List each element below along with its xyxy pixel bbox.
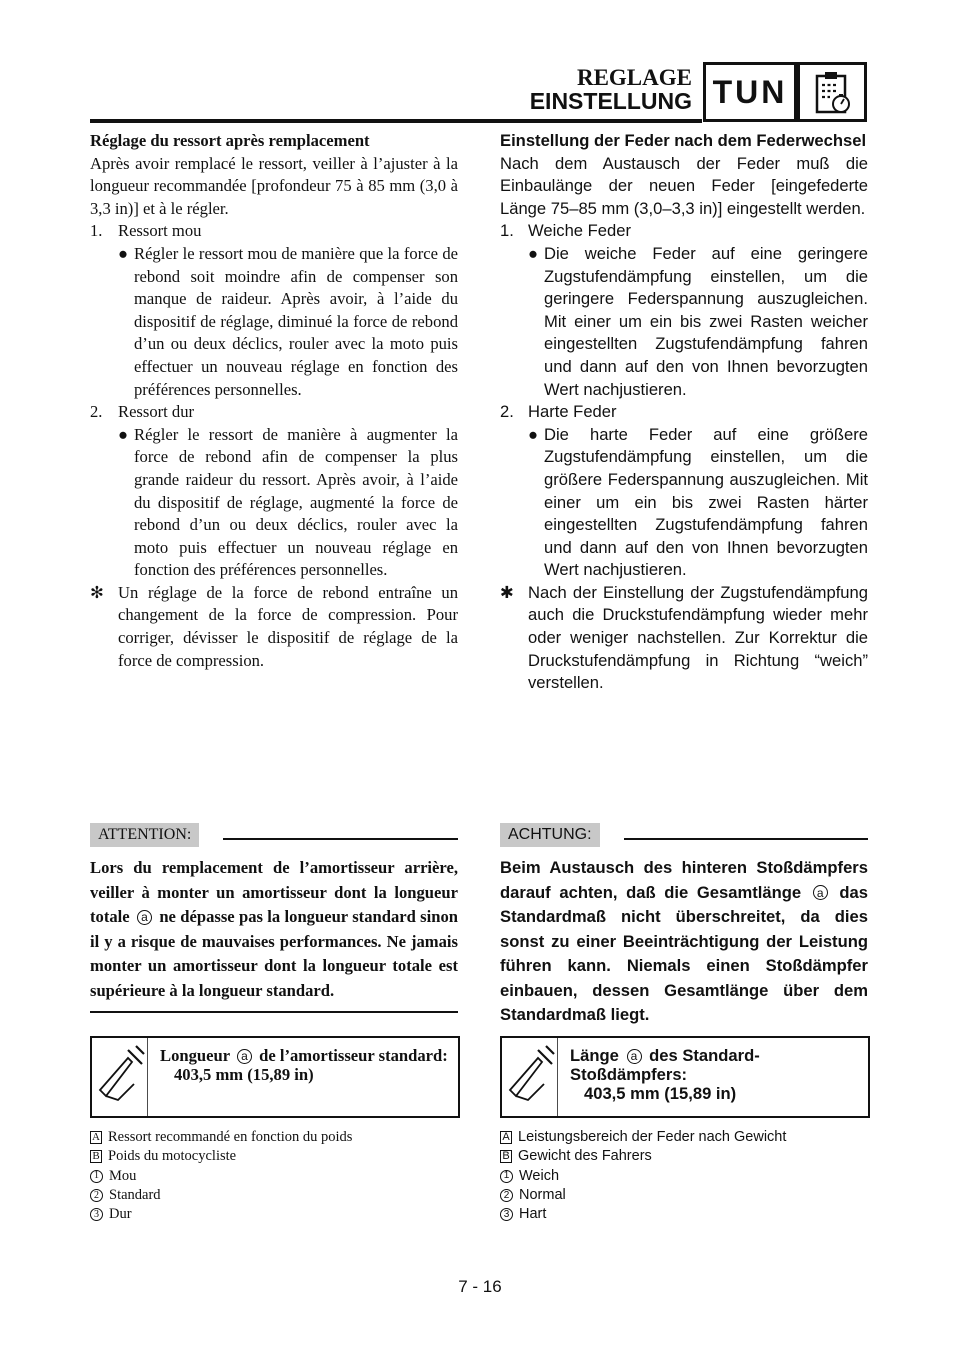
spec-text	[160, 1046, 450, 1084]
legend-item	[500, 1167, 786, 1186]
legend-text: Weich	[519, 1167, 560, 1184]
bullet-text: Die weiche Feder auf eine geringere Zugstufendämpfung einstellen, um die geringere Federspannung auszugleichen. Mit einer um ein bis zwei Rasten weicher eingestellten Zugstufendämpfung fahren und dann auf den von Ihnen bevorzugten Wert nachjustieren.	[544, 243, 868, 399]
spec-label	[160, 1046, 450, 1065]
legend-item	[500, 1147, 786, 1166]
spec-label-pre: Longueur	[160, 1046, 230, 1065]
caliper-icon	[92, 1038, 148, 1116]
callout-a-icon: a	[137, 910, 152, 925]
legend-text: Standard	[109, 1186, 161, 1203]
legend-text: Ressort recommandé en fonction du poids	[108, 1129, 353, 1145]
left-heading: Réglage du ressort après remplacement	[90, 131, 370, 150]
spec-label-post: de l’amortisseur standard:	[259, 1046, 448, 1065]
attention-text-pre: Lors du remplacement de l’amortisseur arrière, veiller à monter un amortisseur dont la longueur totale	[90, 858, 458, 926]
legend-key: 3	[500, 1208, 513, 1221]
page-number: 7 - 16	[458, 1277, 502, 1296]
item-number: 1.	[500, 221, 514, 241]
legend-de	[500, 1128, 786, 1224]
attention-label: ACHTUNG:	[500, 823, 600, 847]
note-text: Nach der Einstellung der Zugstufendämpfung auch die Druckstufendämpfung wieder mehr oder weniger nachstellen. Zur Korrektur die Druckstufendämpfung in Richtung “weich” verstellen.	[528, 582, 868, 693]
bullet-text: Régler le ressort de manière à augmenter la force de rebond afin de compenser la plus grande raideur du ressort. Après avoir, à l’aide du dispositif de réglage, augmenté la force de rebond d’un ou deux déclics, rouler avec la moto puis effectuer un nouveau réglage en fonction des préférences personnelles.	[134, 424, 458, 580]
legend-item	[500, 1205, 786, 1224]
item-number: 2.	[500, 402, 514, 422]
attention-label: ATTENTION:	[90, 823, 199, 847]
right-column	[500, 130, 868, 695]
left-item-1	[90, 220, 458, 243]
legend-item	[500, 1186, 786, 1205]
legend-text: Dur	[109, 1206, 132, 1223]
legend-text: Poids du motocycliste	[108, 1148, 237, 1165]
attention-block-de	[500, 822, 868, 1038]
right-note	[500, 582, 868, 695]
header-title-fr: REGLAGE	[576, 65, 692, 90]
attention-text	[500, 856, 868, 1028]
item-number: 1.	[90, 221, 103, 241]
legend-item	[90, 1167, 352, 1186]
bullet-icon: ●	[528, 424, 539, 444]
callout-a-icon: a	[813, 885, 828, 900]
right-item-2	[500, 401, 868, 424]
legend-item	[500, 1128, 786, 1147]
bullet-icon: ●	[118, 424, 129, 444]
item-title: Harte Feder	[528, 402, 617, 422]
legend-key: A	[500, 1131, 512, 1144]
right-intro: Nach dem Austausch der Feder muß die Einbaulänge der neuen Feder [eingefederte Länge 75–85 mm (3,0–3,3 in)] eingestellt werden.	[500, 153, 868, 218]
attention-head	[500, 822, 868, 848]
item-number: 2.	[90, 402, 103, 422]
left-item-1-bullet	[90, 243, 458, 401]
attention-rule	[223, 838, 458, 840]
legend-text: Normal	[519, 1186, 566, 1203]
right-item-2-bullet	[500, 424, 868, 582]
asterisk-icon: ✻	[90, 582, 104, 602]
item-title: Ressort dur	[118, 402, 195, 422]
attention-block-fr	[90, 822, 458, 1013]
note-text: Un réglage de la force de rebond entraîne un changement de la force de compression. Pour corriger, dévisser le dispositif de réglage de la force de compression.	[118, 582, 458, 670]
spec-label-pre: Länge	[570, 1046, 619, 1065]
left-item-2	[90, 401, 458, 424]
left-item-2-bullet	[90, 424, 458, 582]
header-rule	[90, 119, 702, 123]
left-column	[90, 130, 458, 672]
right-item-1	[500, 220, 868, 243]
legend-fr	[90, 1128, 352, 1224]
bullet-text: Régler le ressort mou de manière que la force de rebond soit moindre afin de compenser son manque de raideur. Après avoir, à l’aide du dispositif de réglage, diminué la force de rebond d’un ou deux déclics, rouler avec la moto puis effectuer un nouveau réglage en fonction des préférences personnelles.	[134, 243, 458, 399]
bullet-icon: ●	[118, 243, 129, 263]
bullet-text: Die harte Feder auf eine größere Zugstufendämpfung einstellen, um die größere Federspannung auszugleichen. Mit einer um ein bis zwei Rasten härter eingestellten Zugstufendämpfung fahren und dann auf den von Ihnen bevorzugten Wert nachjustieren.	[544, 424, 868, 580]
spec-box-fr	[90, 1036, 460, 1118]
legend-key: 1	[500, 1170, 513, 1183]
attention-text	[90, 856, 458, 1003]
legend-item	[90, 1205, 352, 1224]
right-heading: Einstellung der Feder nach dem Federwechsel	[500, 131, 867, 150]
legend-key: 2	[90, 1189, 103, 1202]
right-item-1-bullet	[500, 243, 868, 401]
legend-text: Hart	[519, 1206, 547, 1223]
spec-box-de	[500, 1036, 870, 1118]
legend-item	[90, 1147, 352, 1166]
item-title: Weiche Feder	[528, 221, 631, 241]
spec-value: 403,5 mm (15,89 in)	[174, 1065, 314, 1084]
legend-key: A	[90, 1131, 102, 1144]
section-code: TUN	[712, 73, 788, 110]
attention-text-pre: Beim Austausch des hinteren Stoßdämpfers darauf achten, daß die Gesamtlänge	[500, 858, 868, 902]
spec-label	[570, 1046, 860, 1084]
caliper-icon	[502, 1038, 558, 1116]
attention-end-rule	[90, 1011, 458, 1013]
asterisk-icon: ✱	[500, 582, 514, 602]
legend-item	[90, 1186, 352, 1205]
bullet-icon: ●	[528, 243, 539, 263]
attention-text-post: ne dépasse pas la longueur standard sinon il y a risque de mauvaises performances. Ne jamais monter un amortisseur dont la longueur totale est supérieure à la longueur standard.	[90, 907, 458, 1000]
legend-text: Mou	[109, 1167, 137, 1184]
legend-text: Gewicht des Fahrers	[518, 1148, 652, 1165]
clipboard-stopwatch-icon	[797, 62, 867, 122]
attention-text-post: das Standardmaß nicht überschreitet, da dies sonst zu einer Beeinträchtigung der Leistung führen kann. Niemals einen Stoßdämpfer einbauen, dessen Gesamtlänge über dem Standardmaß liegt.	[500, 882, 868, 1024]
legend-item	[90, 1128, 352, 1147]
header-title-de: EINSTELLUNG	[529, 88, 692, 114]
spec-text	[570, 1046, 860, 1103]
legend-key: 1	[90, 1170, 103, 1183]
left-intro: Après avoir remplacé le ressort, veiller à l’ajuster à la longueur recommandée [profondeur 75 à 85 mm (3,0 à 3,3 in)] et à le régler.	[90, 153, 458, 218]
section-code-box	[703, 62, 797, 122]
attention-head	[90, 822, 458, 848]
callout-a-icon: a	[237, 1049, 252, 1064]
spec-value: 403,5 mm (15,89 in)	[584, 1084, 737, 1103]
left-note	[90, 582, 458, 672]
callout-a-icon: a	[627, 1049, 642, 1064]
legend-key: B	[90, 1150, 102, 1163]
spec-label-post: des Standard-Stoßdämpfers:	[570, 1046, 760, 1084]
attention-rule	[624, 838, 868, 840]
legend-key: 2	[500, 1189, 513, 1202]
legend-key: 3	[90, 1208, 103, 1221]
item-title: Ressort mou	[118, 221, 202, 241]
legend-text: Leistungsbereich der Feder nach Gewicht	[518, 1129, 787, 1145]
legend-key: B	[500, 1150, 512, 1163]
